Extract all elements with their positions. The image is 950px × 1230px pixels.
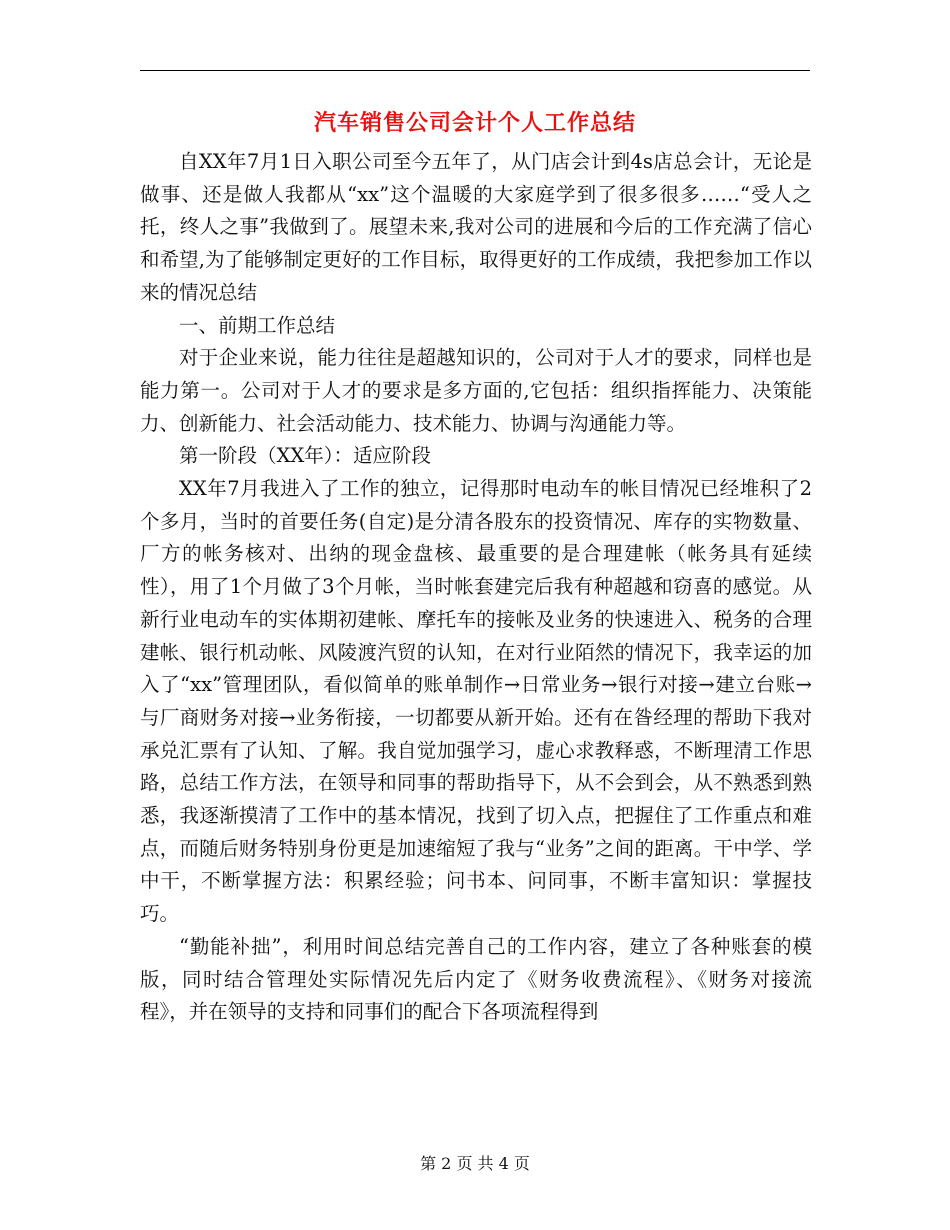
paragraph-stage-one: XX年7月我进入了工作的独立，记得那时电动车的帐目情况已经堆积了2个多月，当时的首要任务(自定)是分清各股东的投资情况、库存的实物数量、厂方的帐务核对、出纳的现金盘核、最重要的是合理建帐（帐务具有延续性），用了1个月做了3个月帐，当时帐套建完后我有种超越和窃喜的感觉。从新行业电动车的实体期初建帐、摩托车的接帐及业务的快速进入、税务的合理建帐、银行机动帐、风陵渡汽贸的认知，在对行业陌然的情况下，我幸运的加入了“xx”管理团队，看似简单的账单制作→日常业务→银行对接→建立台账→与厂商财务对接→业务衔接，一切都要从新开始。还有在昝经理的帮助下我对承兑汇票有了认知、了解。我自觉加强学习，虚心求教释惑，不断理清工作思路，总结工作方法，在领导和同事的帮助指导下，从不会到会，从不熟悉到熟悉，我逐渐摸清了工作中的基本情况，找到了切入点，把握住了工作重点和难点，而随后财务特别身份更是加速缩短了我与“业务”之间的距离。干中学、学中干，不断掌握方法：积累经验；问书本、问同事，不断丰富知识：掌握技巧。 xyxy=(140,477,812,926)
section-heading-early-work: 一、前期工作总结 xyxy=(179,313,336,337)
document-body xyxy=(140,146,812,1029)
page-number: 第 2 页 共 4 页 xyxy=(420,1154,530,1173)
stage-heading-adaptation: 第一阶段（XX年）：适应阶段 xyxy=(179,444,432,468)
document-title: 汽车销售公司会计个人工作总结 xyxy=(313,111,636,136)
paragraph-ability: 对于企业来说，能力往往是超越知识的，公司对于人才的要求，同样也是能力第一。公司对于人才的要求是多方面的,它包括：组织指挥能力、决策能力、创新能力、社会活动能力、技术能力、协调与沟通能力等。 xyxy=(140,346,812,435)
paragraph-intro: 自XX年7月1日入职公司至今五年了，从门店会计到4s店总会计，无论是做事、还是做人我都从“xx”这个温暖的大家庭学到了很多很多……“受人之托，终人之事”我做到了。展望未来,我对公司的进展和今后的工作充满了信心和希望,为了能够制定更好的工作目标，取得更好的工作成绩，我把参加工作以来的情况总结 xyxy=(140,150,812,304)
header-rule xyxy=(140,70,810,71)
paragraph-diligence: “勤能补拙”，利用时间总结完善自己的工作内容，建立了各种账套的模版，同时结合管理处实际情况先后内定了《财务收费流程》、《财务对接流程》，并在领导的支持和同事们的配合下各项流程得到 xyxy=(140,934,812,1024)
